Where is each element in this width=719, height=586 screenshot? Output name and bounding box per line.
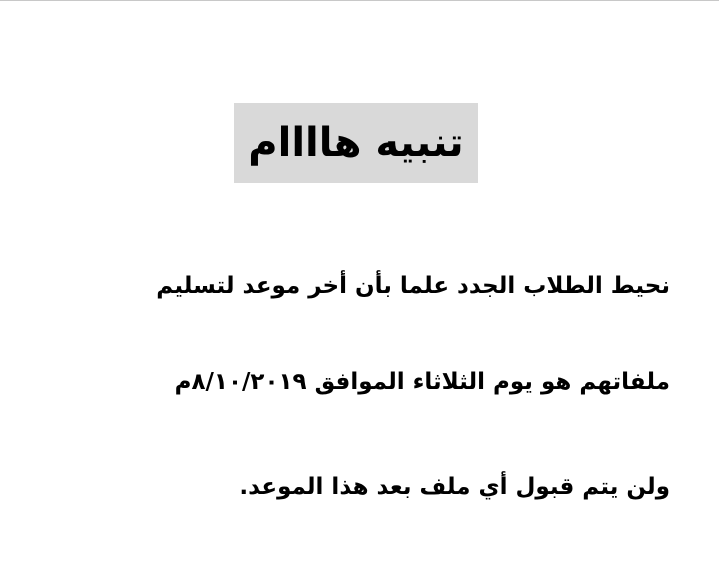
title-highlight-box	[234, 103, 478, 183]
notice-line-3: ولن يتم قبول أي ملف بعد هذا الموعد.	[239, 474, 670, 500]
notice-line-1: نحيط الطلاب الجدد علما بأن أخر موعد لتسليم	[156, 273, 670, 299]
notice-line-2: ملفاتهم هو يوم الثلاثاء الموافق ٨/١٠/٢٠١٩م	[174, 369, 670, 395]
notice-title: تنبيه هاااام	[248, 120, 464, 166]
